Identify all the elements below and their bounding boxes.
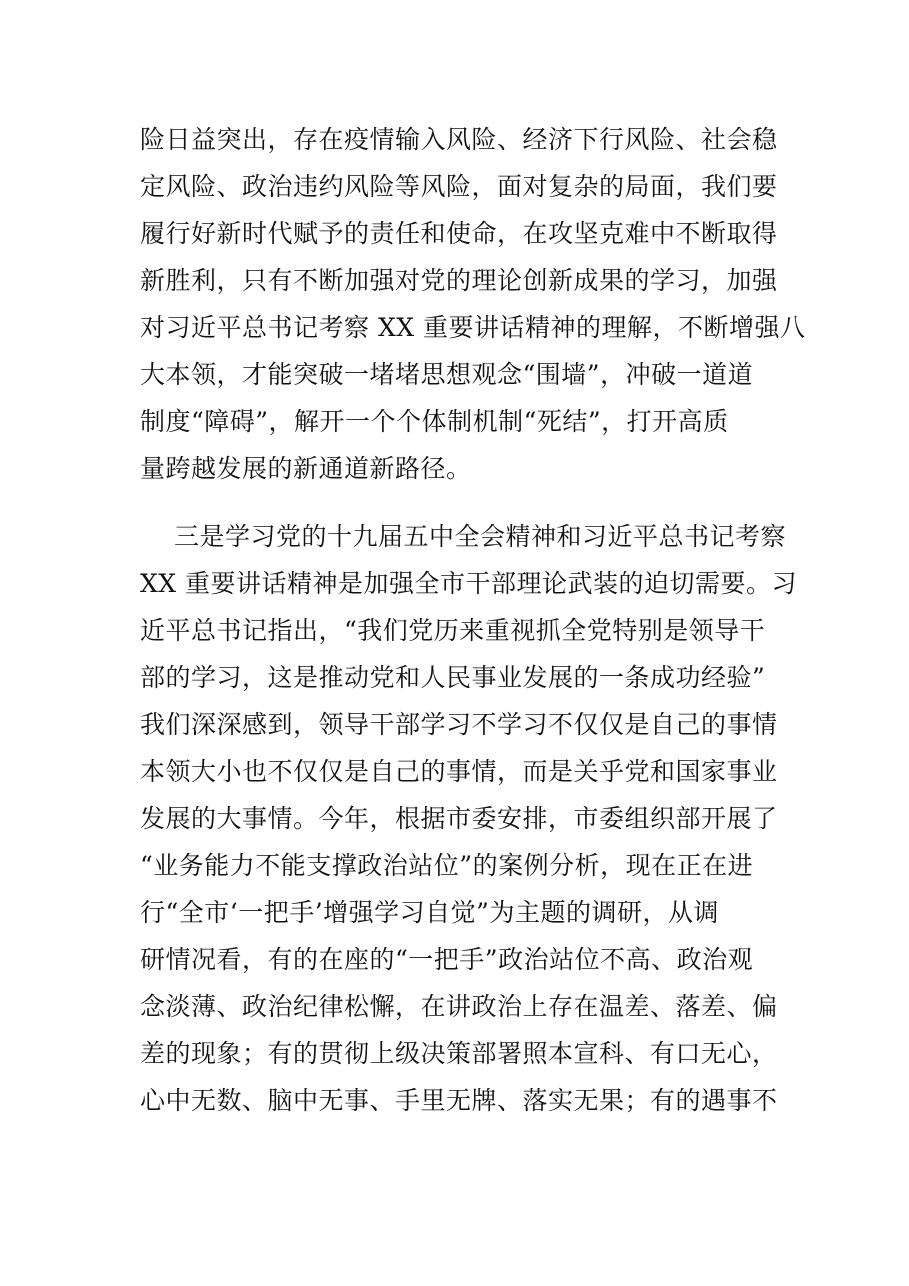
text-line: 定风险、政治违约风险等风险，面对复杂的局面，我们要 [140,172,778,201]
text-line: 近平总书记指出，“我们党历来重视抓全党特别是领导干 [140,616,766,645]
text-line: 履行好新时代赋予的责任和使命，在攻坚克难中不断取得 [140,219,778,248]
text-line: 我们深深感到，领导干部学习不学习不仅仅是自己的事情 [140,710,778,739]
text-line: 新胜利，只有不断加强对党的理论创新成果的学习，加强 [140,266,778,295]
text-line: 制度“障碍”，解开一个个体制机制“死结”，打开高质 [140,407,729,436]
text-line: 心中无数、脑中无事、手里无牌、落实无果；有的遇事不 [140,1086,778,1115]
text-line: 本领大小也不仅仅是自己的事情，而是关乎党和国家事业 [140,757,778,786]
text-line: 三是学习党的十九届五中全会精神和习近平总书记考察 [174,522,787,551]
text-line: 行“全市‘一把手’增强学习自觉”为主题的调研，从调 [140,898,719,927]
text-line: 大本领，才能突破一堵堵思想观念“围墙”，冲破一道道 [140,360,754,389]
text-line: 发展的大事情。今年，根据市委安排，市委组织部开展了 [140,804,778,833]
text-line: 研情况看，有的在座的“一把手”政治站位不高、政治观 [140,945,754,974]
text-line: 部的学习，这是推动党和人民事业发展的一条成功经验” [140,663,766,692]
text-line: 差的现象；有的贯彻上级决策部署照本宣科、有口无心， [140,1039,778,1068]
text-line: 量跨越发展的新通道新路径。 [140,454,472,483]
text-line: 险日益突出，存在疫情输入风险、经济下行风险、社会稳 [140,125,778,154]
text-line: 念淡薄、政治纪律松懈，在讲政治上存在温差、落差、偏 [140,992,778,1021]
text-line: XX 重要讲话精神是加强全市干部理论武装的迫切需要。习 [140,569,798,598]
text-line: 对习近平总书记考察 XX 重要讲话精神的理解，不断增强八 [140,313,806,342]
text-line: “业务能力不能支撑政治站位”的案例分析，现在正在进 [140,851,754,880]
